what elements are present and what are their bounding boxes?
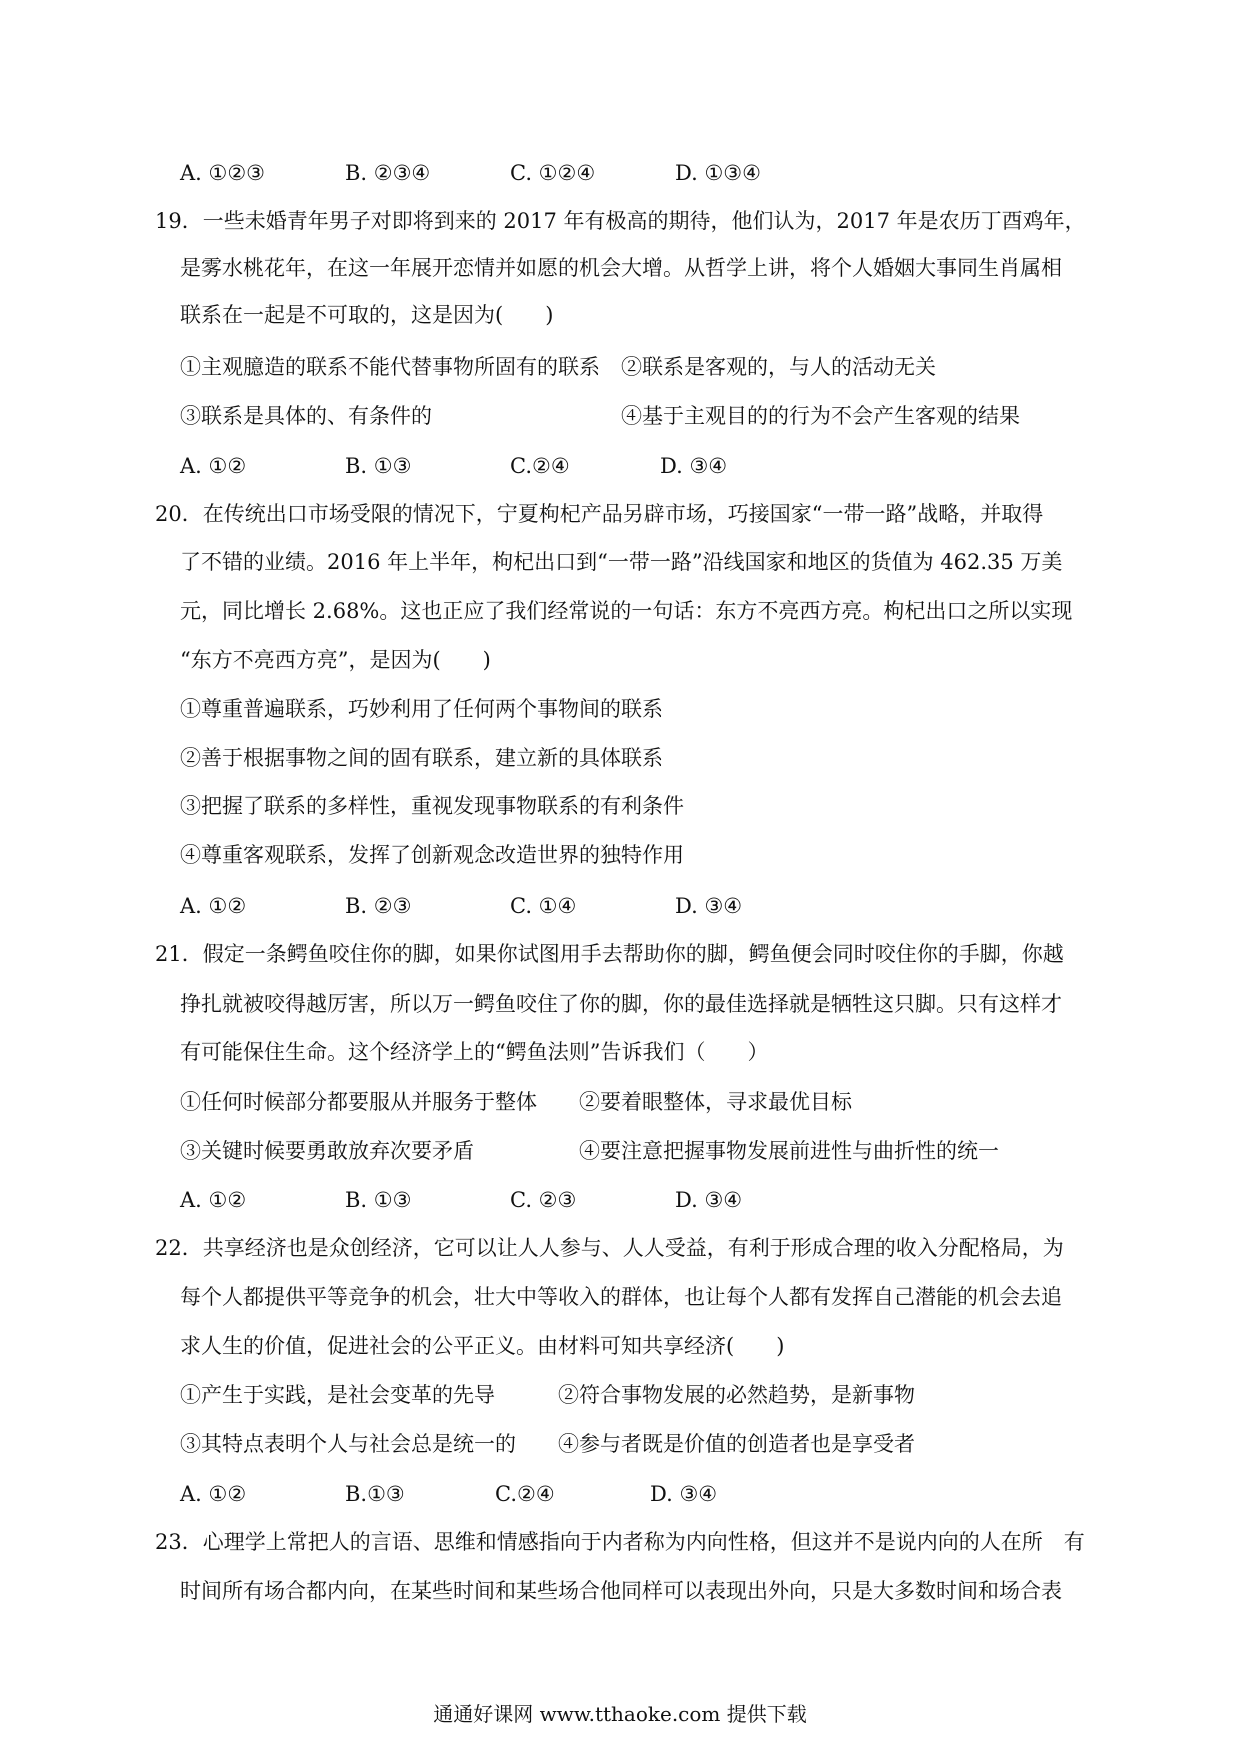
q20-stem-line-4: “东方不亮西方亮”，是因为( ) — [180, 648, 491, 672]
q19-option-c: C.②④ — [510, 454, 570, 478]
q23-stem-line-2: 时间所有场合都内向，在某些时间和某些场合他同样可以表现出外向，只是大多数时间和场合表 — [180, 1579, 1062, 1603]
q20-option-b: B. ②③ — [345, 894, 412, 918]
q19-stem-line-1: 19．一些未婚青年男子对即将到来的 2017 年有极高的期待，他们认为，2017 年是农历丁酉鸡年， — [155, 209, 1086, 233]
q19-stem-line-2: 是雾水桃花年，在这一年展开恋情并如愿的机会大增。从哲学上讲，将个人婚姻大事同生肖属相 — [180, 256, 1062, 280]
q19-option-a: A. ①② — [180, 454, 247, 478]
q19-option-b: B. ①③ — [345, 454, 412, 478]
q20-statement-2: ②善于根据事物之间的固有联系，建立新的具体联系 — [180, 746, 663, 770]
q18-option-a: A. ①②③ — [180, 161, 265, 185]
q21-stem-line-3: 有可能保住生命。这个经济学上的“鳄鱼法则”告诉我们（ ） — [180, 1040, 769, 1064]
q22-stem-line-2: 每个人都提供平等竞争的机会，壮大中等收入的群体，也让每个人都有发挥自己潜能的机会去追 — [180, 1285, 1062, 1309]
q20-statement-1: ①尊重普遍联系，巧妙利用了任何两个事物间的联系 — [180, 697, 663, 721]
q22-option-c: C.②④ — [495, 1482, 555, 1506]
q23-stem-line-1: 23．心理学上常把人的言语、思维和情感指向于内者称为内向性格，但这并不是说内向的人在所 有 — [155, 1530, 1085, 1554]
q21-stem-line-2: 挣扎就被咬得越厉害，所以万一鳄鱼咬住了你的脚，你的最佳选择就是牺牲这只脚。只有这样才 — [180, 992, 1062, 1016]
q20-stem-line-1: 20．在传统出口市场受限的情况下，宁夏枸杞产品另辟市场，巧接国家“一带一路”战略，并取得 — [155, 502, 1044, 526]
q19-statements-line-2: ③联系是具体的、有条件的 ④基于主观目的的行为不会产生客观的结果 — [180, 404, 1020, 428]
q19-stem-line-3: 联系在一起是不可取的，这是因为( ) — [180, 303, 554, 327]
q22-option-d: D. ③④ — [650, 1482, 718, 1506]
q20-statement-3: ③把握了联系的多样性，重视发现事物联系的有利条件 — [180, 794, 684, 818]
q22-statements-line-2: ③其特点表明个人与社会总是统一的 ④参与者既是价值的创造者也是享受者 — [180, 1432, 915, 1456]
q20-option-d: D. ③④ — [675, 894, 743, 918]
q18-option-b: B. ②③④ — [345, 161, 431, 185]
q18-option-c: C. ①②④ — [510, 161, 596, 185]
q20-option-a: A. ①② — [180, 894, 247, 918]
q20-statement-4: ④尊重客观联系，发挥了创新观念改造世界的独特作用 — [180, 843, 684, 867]
q19-option-d: D. ③④ — [660, 454, 728, 478]
q18-option-d: D. ①③④ — [675, 161, 761, 185]
q20-option-c: C. ①④ — [510, 894, 577, 918]
q20-stem-line-3: 元，同比增长 2.68%。这也正应了我们经常说的一句话：东方不亮西方亮。枸杞出口之所以实现 — [180, 599, 1073, 623]
q22-stem-line-1: 22．共享经济也是众创经济，它可以让人人参与、人人受益，有利于形成合理的收入分配格局，为 — [155, 1236, 1064, 1260]
q22-option-b: B.①③ — [345, 1482, 405, 1506]
q21-option-a: A. ①② — [180, 1188, 247, 1212]
q21-stem-line-1: 21．假定一条鳄鱼咬住你的脚，如果你试图用手去帮助你的脚，鳄鱼便会同时咬住你的手脚，你越 — [155, 942, 1064, 966]
page-footer: 通通好课网 www.tthaoke.com 提供下载 — [433, 1702, 807, 1726]
q22-stem-line-3: 求人生的价值，促进社会的公平正义。由材料可知共享经济( ) — [180, 1334, 785, 1358]
q22-option-a: A. ①② — [180, 1482, 247, 1506]
q19-statements-line-1: ①主观臆造的联系不能代替事物所固有的联系 ②联系是客观的，与人的活动无关 — [180, 355, 936, 379]
q21-option-c: C. ②③ — [510, 1188, 577, 1212]
q21-option-b: B. ①③ — [345, 1188, 412, 1212]
q20-stem-line-2: 了不错的业绩。2016 年上半年，枸杞出口到“一带一路”沿线国家和地区的货值为 462.35 万美 — [180, 550, 1063, 574]
q21-statements-line-1: ①任何时候部分都要服从并服务于整体 ②要着眼整体，寻求最优目标 — [180, 1090, 852, 1114]
q21-statements-line-2: ③关键时候要勇敢放弃次要矛盾 ④要注意把握事物发展前进性与曲折性的统一 — [180, 1139, 999, 1163]
q21-option-d: D. ③④ — [675, 1188, 743, 1212]
q22-statements-line-1: ①产生于实践，是社会变革的先导 ②符合事物发展的必然趋势，是新事物 — [180, 1383, 915, 1407]
